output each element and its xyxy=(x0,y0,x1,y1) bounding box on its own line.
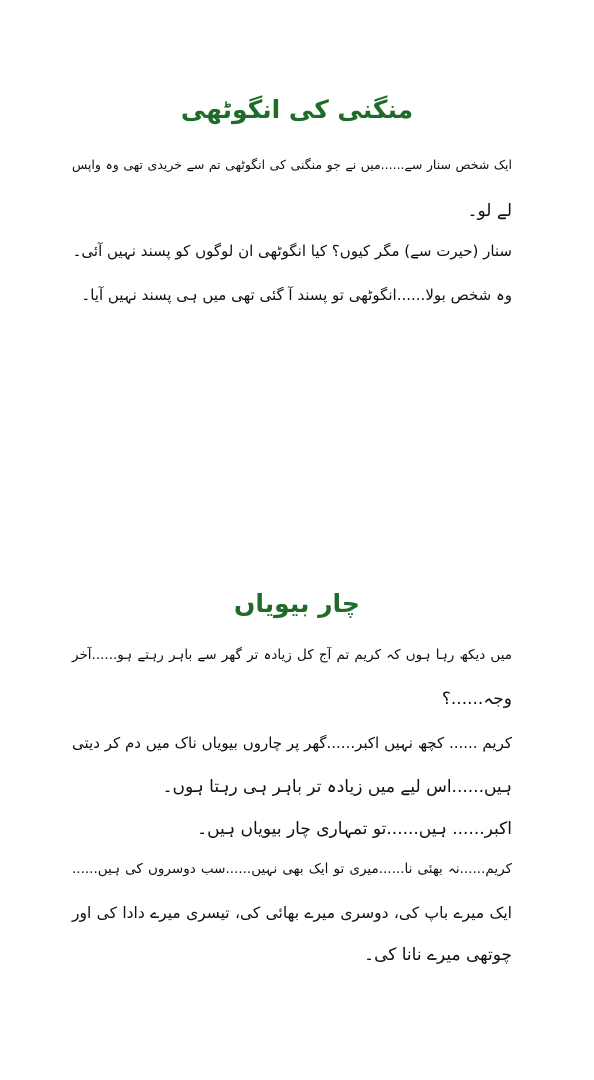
story-line: اکبر...... ہیں......تو تمہاری چار بیویاں ہیں۔ xyxy=(197,819,512,839)
story-line: کریم......نہ بھئی نا......میری تو ایک بھی نہیں......سب دوسروں کی ہیں...... xyxy=(72,861,512,877)
story-line: ہیں......اس لیے میں زیادہ تر باہر ہی رہتا ہوں۔ xyxy=(162,777,512,797)
story-line: ایک میرے باپ کی، دوسری میرے بھائی کی، تیسری میرے دادا کی اور xyxy=(72,904,512,922)
story-line: وہ شخص بولا......انگوٹھی تو پسند آ گئی تھی میں ہی پسند نہیں آیا۔ xyxy=(81,286,512,304)
story-line: ایک شخص سنار سے......میں نے جو منگنی کی انگوٹھی تم سے خریدی تھی وہ واپس xyxy=(72,157,512,172)
story-line: سنار (حیرت سے) مگر کیوں؟ کیا انگوٹھی ان لوگوں کو پسند نہیں آئی۔ xyxy=(72,242,512,260)
story-title: منگنی کی انگوٹھی xyxy=(180,95,414,124)
story-line: لے لو۔ xyxy=(467,201,512,221)
story-line: کریم ...... کچھ نہیں اکبر......گھر پر چاروں بیویاں ناک میں دم کر دیتی xyxy=(72,734,512,752)
story-line: میں دیکھ رہا ہوں کہ کریم تم آج کل زیادہ تر گھر سے باہر رہتے ہو......آخر xyxy=(72,647,512,663)
story-title: چار بیویاں xyxy=(234,589,360,618)
story-line: وجہ......؟ xyxy=(441,689,512,709)
story-line: چوتھی میرے نانا کی۔ xyxy=(364,945,512,965)
